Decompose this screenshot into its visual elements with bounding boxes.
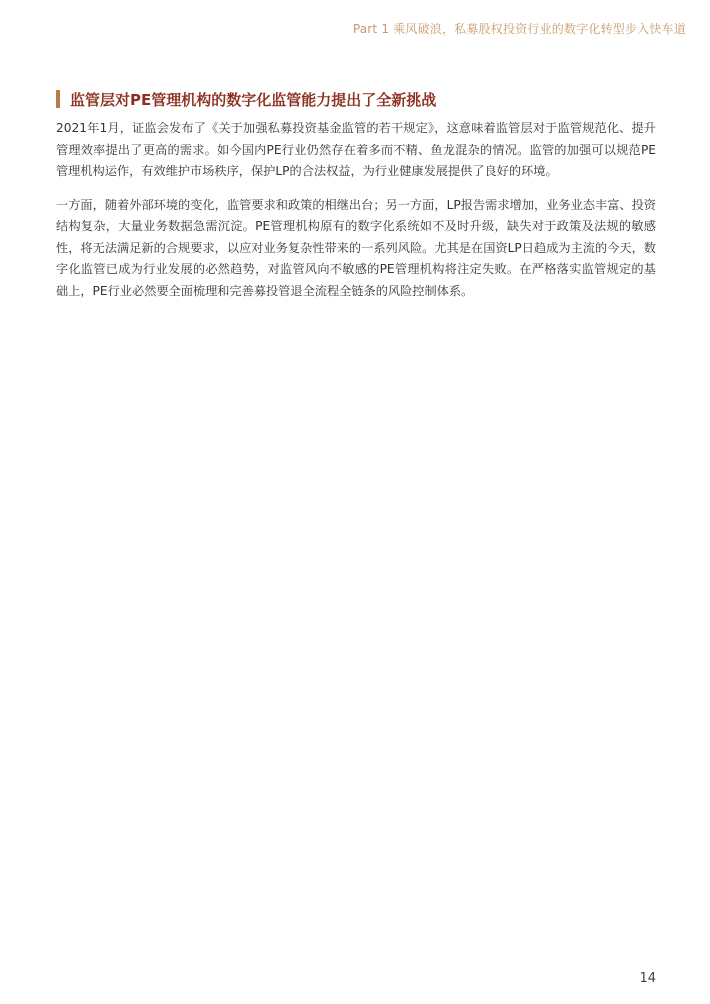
running-header: Part 1 乘风破浪，私募股权投资行业的数字化转型步入快车道 [352,22,686,36]
section-heading [56,90,436,108]
paragraph-2: 一方面，随着外部环境的变化，监管要求和政策的相继出台；另一方面，LP报告需求增加，业务业态丰富、投资结构复杂，大量业务数据急需沉淀。PE管理机构原有的数字化系统如不及时升级，缺失对于政策及法规的敏感性，将无法满足新的合规要求，以应对业务复杂性带来的一系列风险。尤其是在国资LP日趋成为主流的今天，数字化监管已成为行业发展的必然趋势，对监管风向不敏感的PE管理机构将注定失败。在严格落实监管规定的基础上，PE行业必然要全面梳理和完善募投管退全流程全链条的风险控制体系。 [56,197,656,298]
page-number: 14 [639,971,656,986]
paragraph-1: 2021年1月，证监会发布了《关于加强私募投资基金监管的若干规定》，这意味着监管层对于监管规范化、提升管理效率提出了更高的需求。如今国内PE行业仍然存在着多而不精、鱼龙混杂的情况。监管的加强可以规范PE管理机构运作，有效维护市场秩序，保护LP的合法权益，为行业健康发展提供了良好的环境。 [56,121,656,178]
section-title: 监管层对PE管理机构的数字化监管能力提出了全新挑战 [70,90,437,109]
body-text [56,118,656,314]
heading-accent-bar [56,90,60,108]
